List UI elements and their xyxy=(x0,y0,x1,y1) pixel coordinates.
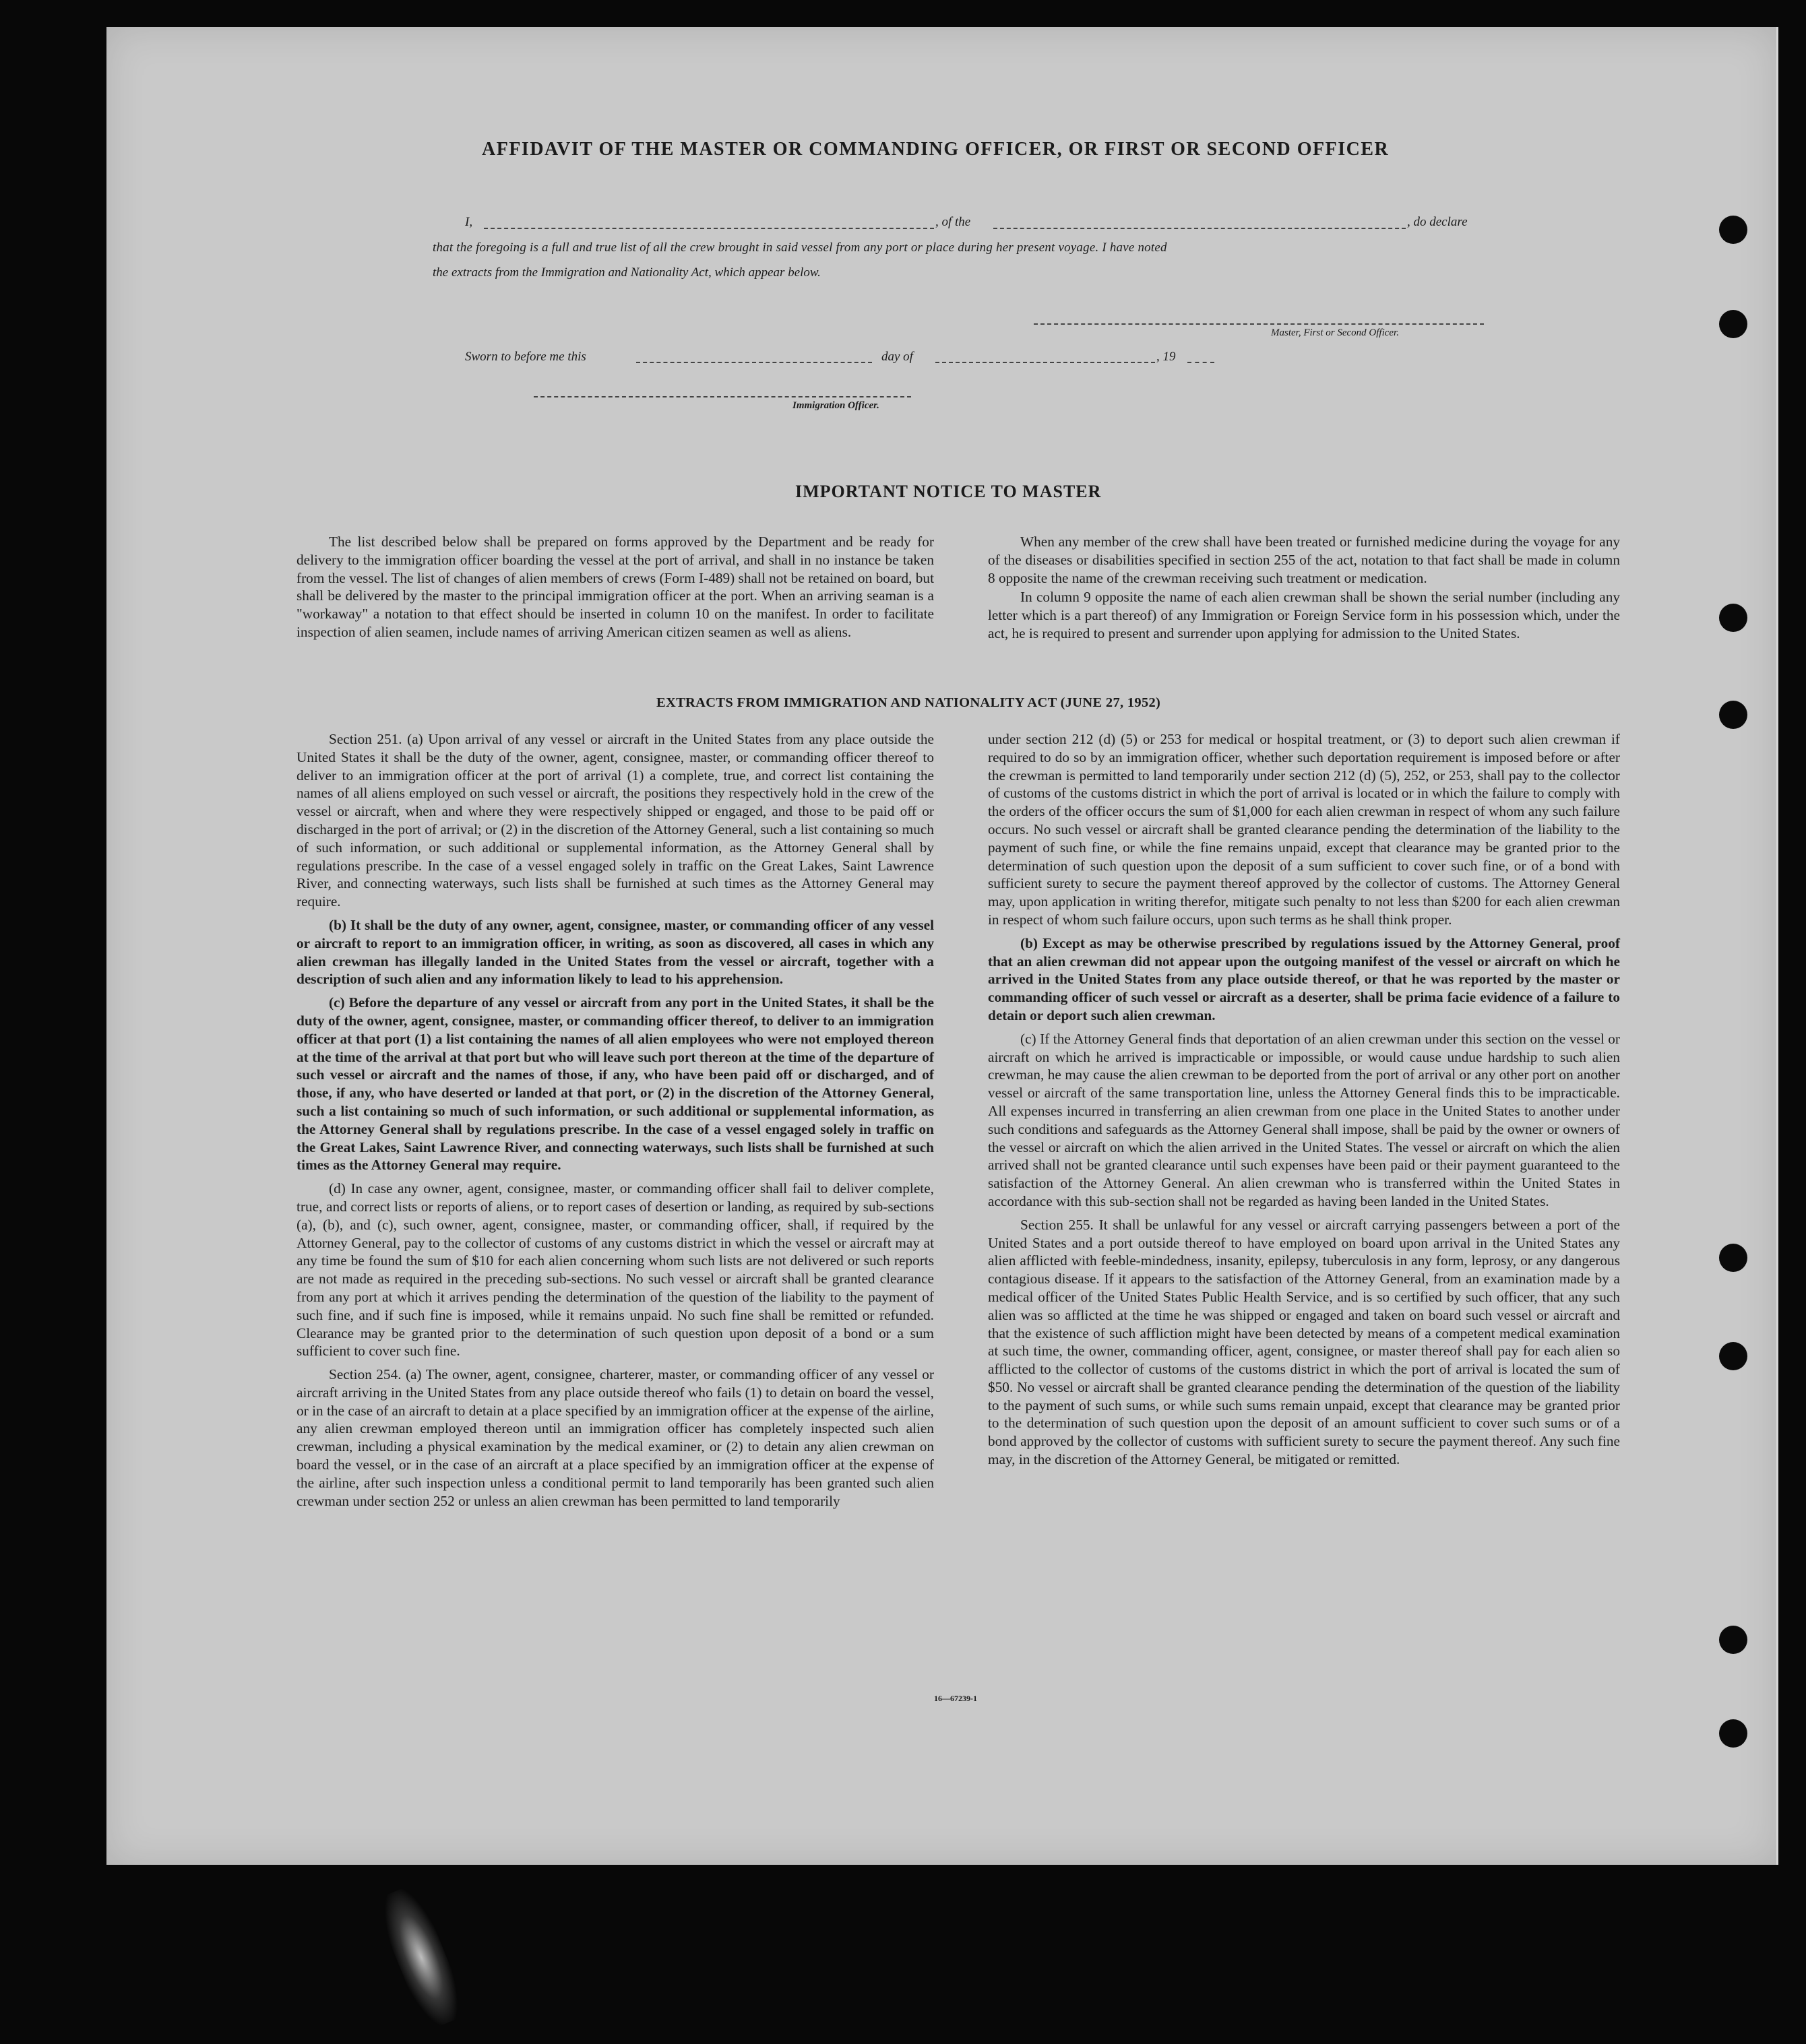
extracts-title: EXTRACTS FROM IMMIGRATION AND NATIONALITY ACT (JUNE 27, 1952) xyxy=(656,695,1161,710)
notice-right-column xyxy=(988,533,1620,648)
name-blank[interactable] xyxy=(484,228,934,229)
master-signature-label: Master, First or Second Officer. xyxy=(1271,327,1399,338)
section-251-a: Section 251. (a) Upon arrival of any vessel or aircraft in the United States from any place outside the United States it shall be the duty of the owner, agent, consignee, master, or commanding officer thereof to deliver to an immigration officer at the port of arrival (1) a complete, true, and correct list containing the names of all aliens employed on such vessel or aircraft, the positions they respectively hold in the crew of the vessel or aircraft, when and where they were respectively shipped or engaged, and those to be paid off or discharged in the port of arrival; or (2) in the discretion of the Attorney General, such a list containing so much of such information, or such additional or supplemental information, as the Attorney General shall by regulations prescribe. In the case of a vessel engaged solely in traffic on the Great Lakes, Saint Lawrence River, and connecting waterways, such lists shall be furnished at such times as the Attorney General may require. xyxy=(297,731,934,910)
affidavit-title: AFFIDAVIT OF THE MASTER OR COMMANDING OFFICER, OR FIRST OR SECOND OFFICER xyxy=(482,139,1390,160)
notice-right-paragraph-2: In column 9 opposite the name of each alien crewman shall be shown the serial number (including any letter which is a part thereof) of any Immigration or Foreign Service form in his possession which, under the act, he is required to present and surrender upon applying for admission to the United States. xyxy=(988,589,1620,641)
immigration-officer-label: Immigration Officer. xyxy=(792,400,879,411)
section-251-d: (d) In case any owner, agent, consignee, master, or commanding officer shall fail to deliver complete, true, and correct lists or reports of aliens, or to report cases of desertion or landing, as required by sub-sections (a), (b), and (c), such owner, agent, consignee, master, or commanding officer, shall, if required by the Attorney General, pay to the collector of customs of any customs district in which the vessel or aircraft may at any time be found the sum of $10 for each alien concerning whom such lists are not delivered or such reports are not made as required in the preceding sub-sections. No such vessel or aircraft shall be granted clearance from any port at which it arrives pending the determination of the question of the liability to the payment of such fine, and if such fine is imposed, while it remains unpaid. No such fine shall be remitted or refunded. Clearance may be granted prior to the determination of such question upon deposit of a bond or a sum sufficient to cover such fine. xyxy=(297,1180,934,1360)
sworn-day-blank[interactable] xyxy=(636,362,872,363)
section-251-b: (b) It shall be the duty of any owner, agent, consignee, master, or commanding officer of any vessel or aircraft to report to an immigration officer, in writing, as soon as discovered, all cases in which any alien crewman has illegally landed in the United States from the vessel or aircraft, together with a description of such alien and any information likely to lead to his apprehension. xyxy=(297,916,934,988)
extracts-right-column xyxy=(988,730,1620,1474)
notice-right-paragraph-1: When any member of the crew shall have been treated or furnished medicine during the voyage for any of the diseases or disabilities specified in section 255 of the act, notation to that fact shall be made in column 8 opposite the name of the crewman receiving such treatment or medication. xyxy=(988,534,1620,586)
binder-hole xyxy=(1719,310,1747,338)
binder-hole xyxy=(1719,701,1747,729)
affidavit-line3: the extracts from the Immigration and Nationality Act, which appear below. xyxy=(433,265,821,280)
section-255: Section 255. It shall be unlawful for any vessel or aircraft carrying passengers between a port of the United States and a port outside thereof to have employed on board upon arrival in the United States any alien afflicted with feeble-mindedness, insanity, epilepsy, tuberculosis in any form, leprosy, or any dangerous contagious disease. If it appears to the satisfaction of the Attorney General, from an examination made by a medical officer of the United States Public Health Service, and is so certified by such officer, that any such alien was so afflicted at the time he was shipped or engaged and taken on board such vessel or aircraft and that the existence of such affliction might have been detected by means of a competent medical examination at such time, the owner, commanding officer, agent, consignee, or master thereof shall pay for each alien so afflicted to the collector of customs of the customs district in which the port of arrival is located the sum of $50. No vessel or aircraft shall be granted clearance pending the determination of the question of the liability to the payment of such sums, or while such sums remain unpaid, except that clearance may be granted prior to the determination of such question upon the deposit of an amount sufficient to cover such sums or of a bond approved by the collector of customs with sufficient surety to secure the payment thereof. Any such fine may, in the discretion of the Attorney General, be mitigated or remitted. xyxy=(988,1216,1620,1468)
binder-hole xyxy=(1719,1342,1747,1370)
binder-hole xyxy=(1719,1626,1747,1654)
notice-left-column xyxy=(297,533,934,647)
affidavit-line2: that the foregoing is a full and true list of all the crew brought in said vessel from any port or place during her present voyage. I have noted xyxy=(433,241,1167,255)
binder-hole xyxy=(1719,1719,1747,1748)
vessel-blank[interactable] xyxy=(993,228,1406,229)
affidavit-i-label: I, xyxy=(465,215,473,229)
light-glare xyxy=(373,1883,470,2032)
section-254-a-continued: under section 212 (d) (5) or 253 for medical or hospital treatment, or (3) to deport such alien crewman if required to do so by an immigration officer, whether such deportation requirement is imposed before or after the crewman is permitted to land temporarily under section 212 (d) (5), 252, or 253, shall pay to the collector of customs of the customs district in which the port of arrival is located or in which the failure to comply with the orders of the officer occurs the sum of $1,000 for each alien crewman in respect of whom any such failure occurs. No such vessel or aircraft shall be granted clearance pending the determination of the liability to the payment of such fine, or while the fine remains unpaid, except that clearance may be granted prior to the determination of such question upon the deposit of a sum sufficient to cover such fine, or of a bond with sufficient surety to secure the payment thereof approved by the collector of customs. The Attorney General may, upon application in writing therefor, mitigate such penalty to not less than $200 for each alien crewman in respect of whom such failure occurs, upon such terms as he shall think proper. xyxy=(988,731,1620,928)
page-edge xyxy=(1776,27,1778,1865)
section-254-a: Section 254. (a) The owner, agent, consignee, charterer, master, or commanding officer of any vessel or aircraft arriving in the United States from any place outside thereof who fails (1) to detain on board the vessel, or in the case of an aircraft to detain at a place specified by an immigration officer at the expense of the airline, any alien crewman employed thereon until an immigration officer has completely inspected such alien crewman, including a physical examination by the medical examiner, or (2) to detain any alien crewman on board the vessel, or in the case of an aircraft at a place specified by an immigration officer at the expense of the airline, after such inspection unless a conditional permit to land temporarily has been granted such alien crewman under section 252 or unless an alien crewman has been permitted to land temporarily xyxy=(297,1366,934,1509)
sworn-year-blank[interactable] xyxy=(1187,362,1214,363)
immigration-officer-signature-blank[interactable] xyxy=(534,396,911,397)
affidavit-of-the-label: , of the xyxy=(935,215,971,229)
section-254-c: (c) If the Attorney General finds that deportation of an alien crewman under this section on the vessel or aircraft on which he arrived is impracticable or impossible, or would cause undue hardship to such alien crewman, he may cause the alien crewman to be deported from the port of arrival or any other port on another vessel or aircraft of the same transportation line, unless the Attorney General finds this to be impracticable. All expenses incurred in transferring an alien crewman from one place in the United States to another under such conditions and safeguards as the Attorney General shall impose, shall be paid by the owner or owners of the vessel or aircraft on which the alien arrived in the United States. The vessel or aircraft on which the alien arrived shall not be granted clearance until such expenses have been paid or their payment guaranteed to the satisfaction of the Attorney General. An alien crewman who is transferred within the United States in accordance with this sub-section shall not be regarded as having been landed in the United States. xyxy=(988,1030,1620,1209)
day-of-label: day of xyxy=(881,350,913,364)
binder-hole xyxy=(1719,604,1747,632)
binder-hole xyxy=(1719,216,1747,244)
year-label: , 19 xyxy=(1156,350,1176,364)
section-254-b: (b) Except as may be otherwise prescribed by regulations issued by the Attorney General, proof that an alien crewman did not appear upon the outgoing manifest of the vessel or aircraft on which he arrived in the United States from any place outside thereof, or that he was reported by the master or commanding officer of such vessel or aircraft as a deserter, shall be prima facie evidence of a failure to detain or deport such alien crewman. xyxy=(988,934,1620,1023)
extracts-left-column xyxy=(297,730,934,1515)
form-number: 16—67239-1 xyxy=(934,1694,977,1703)
notice-left-paragraph: The list described below shall be prepared on forms approved by the Department and be ready for delivery to the immigration officer boarding the vessel at the port of arrival, and shall in no instance be taken from the vessel. The list of changes of alien members of crews (Form I-489) shall not be retained on board, but shall be delivered by the master to the principal immigration officer at the port. When an arriving seaman is a "workaway" a notation to that effect should be inserted in column 10 on the manifest. In order to facilitate inspection of alien seamen, include names of arriving American citizen seamen as well as aliens. xyxy=(297,534,934,640)
notice-title: IMPORTANT NOTICE TO MASTER xyxy=(795,482,1102,501)
sworn-label: Sworn to before me this xyxy=(465,350,586,364)
affidavit-declare-label: , do declare xyxy=(1407,215,1468,229)
sworn-month-blank[interactable] xyxy=(935,362,1155,363)
binder-hole xyxy=(1719,1244,1747,1272)
master-signature-blank[interactable] xyxy=(1034,323,1484,325)
section-251-c: (c) Before the departure of any vessel or aircraft from any port in the United States, it shall be the duty of the owner, agent, consignee, master, or commanding officer thereof, to deliver to an immigration officer at that port (1) a list containing the names of all alien employees who were not employed thereon at the time of the arrival at that port but who will leave such port thereon at the time of the departure of such vessel or aircraft and the names of those, if any, who have been paid off or discharged, and of those, if any, who have deserted or landed at that port, or (2) in the discretion of the Attorney General, such a list containing so much of such information, or such additional or supplemental information, as the Attorney General shall by regulations prescribe. In the case of a vessel engaged solely in traffic on the Great Lakes, Saint Lawrence River, and connecting waterways, such lists shall be furnished at such times as the Attorney General may require. xyxy=(297,994,934,1174)
